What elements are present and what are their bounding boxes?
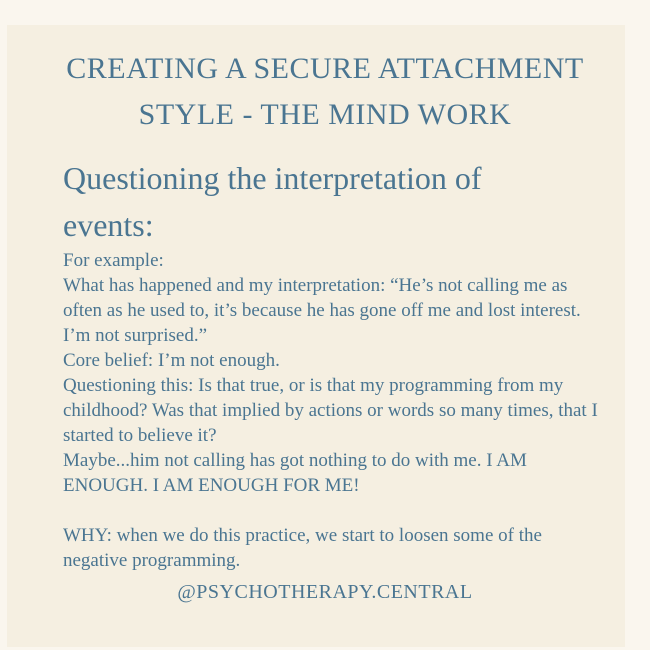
paragraph-interpretation: What has happened and my interpretation: “He’s not calling me as often as he used to, it’s because he has gone off me and lost interest. I’m not surprised.” <box>63 275 581 346</box>
paragraph-core-belief: Core belief: I’m not enough. <box>63 350 280 371</box>
paragraph-for-example: For example: <box>63 250 164 271</box>
paragraph-maybe: Maybe...him not calling has got nothing to do with me. I AM ENOUGH. I AM ENOUGH FOR ME! <box>63 450 527 496</box>
page-title <box>0 46 650 138</box>
paragraph-why: WHY: when we do this practice, we start to loosen some of the negative programming. <box>63 525 542 571</box>
body-text-block <box>63 248 598 573</box>
paragraph-questioning: Questioning this: Is that true, or is that my programming from my childhood? Was that implied by actions or words so many times, that I started to believe it? <box>63 375 598 446</box>
footer-handle: @PSYCHOTHERAPY.CENTRAL <box>177 581 473 603</box>
title-line-2: STYLE - THE MIND WORK <box>138 98 512 131</box>
title-line-1: CREATING A SECURE ATTACHMENT <box>66 52 584 85</box>
section-heading: Questioning the interpretation of events: <box>63 160 482 243</box>
